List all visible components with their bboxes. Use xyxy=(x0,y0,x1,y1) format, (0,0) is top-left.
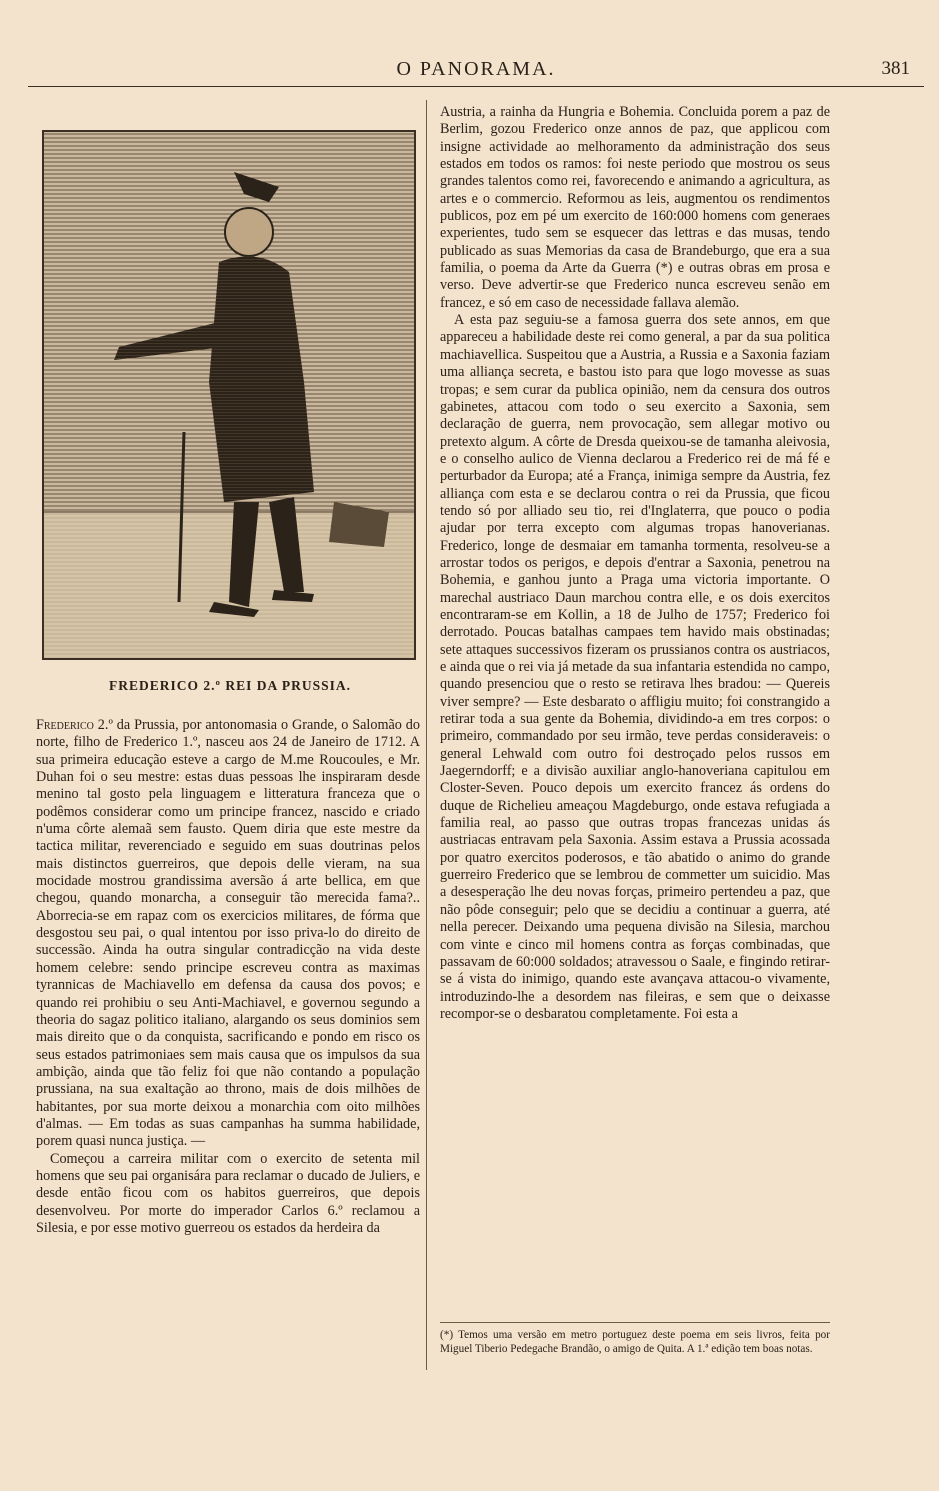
journal-title: O PANORAMA. xyxy=(396,58,556,80)
header-rule xyxy=(28,86,924,87)
page-number: 381 xyxy=(881,58,910,79)
paragraph-text: 2.º da Prussia, por antonomasia o Grande, o Salomão do norte, filho de Frederico 1.º, nasceu aos 24 de Janeiro de 1712. A sua primeira educação esteve a cargo de M.me Roucoules, e Mr. Duhan foi o seu mestre: estas duas pessoas lhe inspiraram desde menino tal gosto pela linguagem e litteratura franceza que o podêmos considerar como um principe francez, nascido e criado n'uma côrte alemaã sem fausto. Quem diria que este mestre da tactica militar, reverenciado e seguido em suas doutrinas pelos mais distinctos guerreiros, que depois delle vieram, na sua mocidade mostrou grandissima aversão á arte bellica, em que chegou, quando monarcha, a conseguir tão merecida fama?.. Aborrecia-se em rapaz com os exercicios militares, de fórma que desgostou seu pai, o qual intentou por isso priva-lo do direito de successão. Ainda ha outra singular contradicção na vida deste homem celebre: sendo principe escreveu contra as maximas tyrannicas de Machiavello em defensa da causa dos povos; e quando rei prohibiu o seu Anti-Machiavel, e governou segundo a theoria do sagaz politico italiano, alargando os seus dominios sem mais direito que o da conquista, sacrificando e pondo em risco os seus estados patrimoniaes sem mais causa que os impulsos da sua ambição, ainda que tão feliz foi que não contando a população prussiana, na sua exaltação ao throno, mais de dois milhões de habitantes, por sua morte deixou a monarchia com oito milhões d'almas. — Em todas as suas campanhas ha summa habilidade, porem quasi nunca justiça. — xyxy=(36,717,420,1150)
page-header xyxy=(28,54,924,88)
column-divider xyxy=(426,100,427,1370)
portrait-engraving xyxy=(42,130,416,660)
article-paragraph: Começou a carreira militar com o exercito de setenta mil homens que seu pai organisára para reclamar o ducado de Juliers, e desde então ficou com os habitos guerreiros, que depois desenvolveu. Por morte do imperador Carlos 6.º reclamou a Silesia, e por esse motivo guerreou os estados da herdeira da xyxy=(36,1150,420,1236)
article-paragraph: Austria, a rainha da Hungria e Bohemia. Concluida porem a paz de Berlim, gozou Frederico onze annos de paz, que applicou com insigne actividade ao melhoramento da administração dos seus estados em todos os ramos: foi neste periodo que mostrou os seus grandes talentos como rei, favorecendo e animando a agricultura, as artes e o commercio. Reformou as leis, augmentou os rendimentos publicos, poz em pé um exercito de 160:000 homens com generaes experientes, tudo sem se esquecer das lettras e das musas, tendo publicado as suas Memorias da casa de Brandeburgo, que era a sua familia, o poema da Arte da Guerra (*) e outras obras em prosa e verso. Deve advertir-se que Frederico nunca escreveu senão em francez, e só em caso de necessidade fallava alemão. xyxy=(440,104,830,311)
lead-word: Frederico xyxy=(36,717,94,733)
footnote-rule xyxy=(440,1322,830,1323)
article-paragraph xyxy=(36,717,420,1151)
right-column xyxy=(440,104,830,1023)
left-column xyxy=(36,717,420,1237)
footnote: (*) Temos uma versão em metro portuguez deste poema em seis livros, feita por Miguel Tiberio Pedegache Brandão, o amigo de Quita. A 1.ª edição tem boas notas. xyxy=(440,1329,830,1355)
article-paragraph: A esta paz seguiu-se a famosa guerra dos sete annos, em que appareceu a habilidade deste rei como general, a par da sua politica machiavellica. Suspeitou que a Austria, a Russia e a Saxonia faziam uma alliança secreta, e bastou isto para que logo movesse as suas tropas; e sem curar da publica opinião, nem da censura dos outros gabinetes, attacou com todo o seu exercito a Saxonia, sem declaração de guerra, nem provocação, sem allegar motivo ou pretexto algum. A côrte de Dresda queixou-se de tamanha aleivosia, e o conselho aulico de Vienna declarou a Frederico rei de má fé e perturbador da Europa; até a França, inimiga sempre da Austria, fez alliança com esta e se declarou contra o rei da Prussia, que ficou tendo só por alliado seu tio, rei d'Inglaterra, que pouco o podia ajudar por terra excepto com algumas tropas hanoverianas. Frederico, longe de desmaiar em tamanha tormenta, resolveu-se a arrostar todos os perigos, e depois d'entrar a Saxonia, penetrou na Bohemia, e ganhou junto a Praga uma victoria importante. O marechal austriaco Daun marchou contra elle, e os dois exercitos encontraram-se em Kollin, a 18 de Julho de 1757; Frederico foi derrotado. Poucas batalhas campaes tem havido mais obstinadas; sete attaques successivos fizeram os prussianos contra os austriacos, e ainda que o rei via já metade da sua infantaria estendida no campo, quando presenciou que o resto se retirava lhes bradou: — Quereis viver sempre? — Este desbarato o affligiu muito; foi constrangido a retirar toda a sua gente da Bohemia, dividindo-a em tres corpos: o primeiro, commandado por seu irmão, teve perdas consideraveis: o general Lehwald com outro foi destroçado pelos russos em Jaegerndorff; e a divisão auxiliar anglo-hanoveriana capitulou em Closter-Seven. Pouco depois um exercito francez ás ordens do duque de Richelieu ameaçou Magdeburgo, onde estava refugiada a familia real, ao passo que outras tropas francezas unidas ás austriacas entravam pela Saxonia. Assim estava a Prussia acossada por quatro exercitos poderosos, e tão abatido o animo do grande guerreiro Frederico que se lembrou de commetter um suicidio. Mas a desesperação lhe deu novas forças, primeiro pertendeu a paz, que não pôde conseguir; pelo que se decidiu a continuar a guerra, até nella perecer. Deixando uma pequena divisão na Silesia, marchou com vinte e cinco mil homens contra as forças combinadas, que passavam de 60:000 soldados; atravessou o Saale, e fingindo retirar-se á vista do inimigo, quando este avançava attacou-o vivamente, introduzindo-lhe a desordem nas fileiras, e sem que o deixasse recompor-se o desbaratou completamente. Foi esta a xyxy=(440,312,830,1022)
figure-caption: FREDERICO 2.º REI DA PRUSSIA. xyxy=(109,678,351,693)
